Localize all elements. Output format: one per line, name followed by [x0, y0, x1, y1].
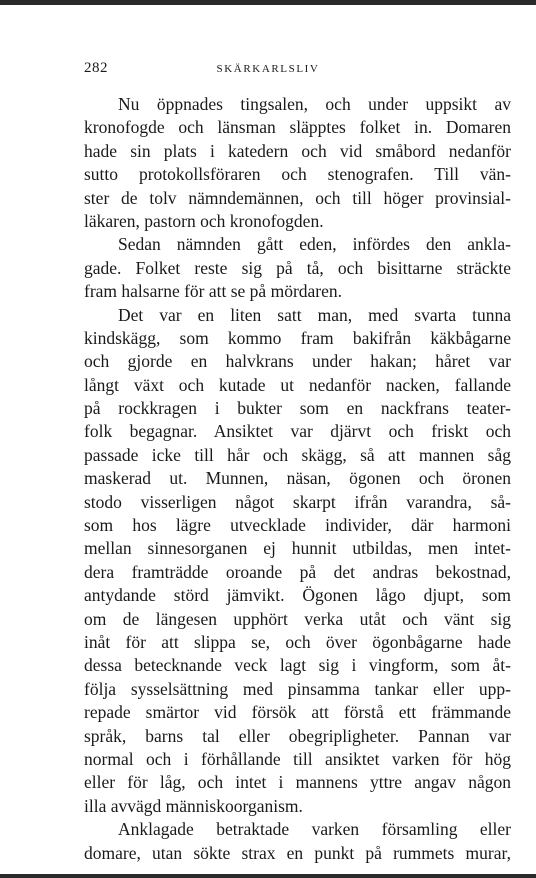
body-text	[84, 93, 511, 865]
text-line: inåt för att slippa se, och över ögonbågarne hade	[84, 631, 511, 652]
text-line: Nu öppnades tingsalen, och under uppsikt av	[118, 94, 511, 114]
page-number: 282	[84, 60, 108, 76]
text-line: Det var en liten satt man, med svarta tunna	[118, 304, 511, 325]
text-line: om de längesen upphört verka utåt och vänt sig	[84, 608, 511, 629]
text-line: ster de tolv nämndemännen, och till höger provinsial-	[84, 187, 511, 208]
text-line: folk begagnar. Ansiktet var djärvt och friskt och	[84, 421, 511, 442]
text-line: kronofogde och länsman släpptes folket in. Domaren	[84, 117, 511, 138]
text-line: och gjorde en halvkrans under hakan; håret var	[84, 351, 511, 372]
text-line: mellan sinnesorganen ej hunnit utbildas, men intet-	[84, 538, 511, 559]
text-line: språk, barns tal eller obegripligheter. Pannan var	[84, 725, 511, 746]
text-line: långt växt och kutade ut nedanför nacken, fallande	[84, 374, 511, 395]
text-line: hade sin plats i katedern och vid småbord nedanför	[84, 140, 511, 161]
text-line: följa sysselsättning med pinsamma tankar eller upp-	[84, 678, 511, 699]
text-line: på rockkragen i bukter som en nackfrans teater-	[84, 398, 511, 419]
text-line: normal och i förhållande till ansiktet varken för hög	[84, 748, 511, 769]
text-line: sutto protokollsföraren och stenografen. Till vän-	[84, 164, 511, 185]
text-line: fram halsarne för att se på mördaren.	[84, 281, 343, 302]
text-line: dera framträdde oroande på det andras bekostnad,	[84, 561, 511, 582]
text-line: domare, utan sökte strax en punkt på rummets murar,	[84, 842, 511, 863]
page-bottom-edge	[0, 874, 536, 878]
text-line: eller för låg, och intet i mannens yttre angav någon	[84, 772, 511, 793]
running-title: SKÄRKARLSLIV	[216, 63, 320, 75]
text-line: passade icke till hår och skägg, så att mannen såg	[84, 444, 511, 465]
text-line: kindskägg, som kommo fram bakifrån käkbågarne	[84, 327, 511, 348]
text-line: som hos lägre utvecklade individer, där harmoni	[84, 515, 511, 536]
text-line: maskerad ut. Munnen, näsan, ögonen och öronen	[84, 468, 511, 489]
text-line: dessa betecknande veck lagt sig i vingform, som åt-	[84, 655, 511, 676]
text-line: gade. Folket reste sig på tå, och bisittarne sträckte	[84, 257, 511, 278]
text-line: antydande störd jämvikt. Ögonen lågo djupt, som	[84, 585, 511, 606]
text-line: läkaren, pastorn och kronofogden.	[84, 210, 324, 231]
text-line: stodo visserligen något skarpt ifrån varandra, så-	[84, 491, 511, 512]
text-line: illa avvägd människoorganism.	[84, 795, 303, 816]
text-line: Anklagade betraktade varken församling eller	[118, 819, 511, 840]
page-top-edge	[0, 0, 536, 5]
text-line: repade smärtor vid försök att förstå ett främmande	[84, 702, 511, 723]
text-line: Sedan nämnden gått eden, infördes den ankla-	[118, 234, 511, 255]
